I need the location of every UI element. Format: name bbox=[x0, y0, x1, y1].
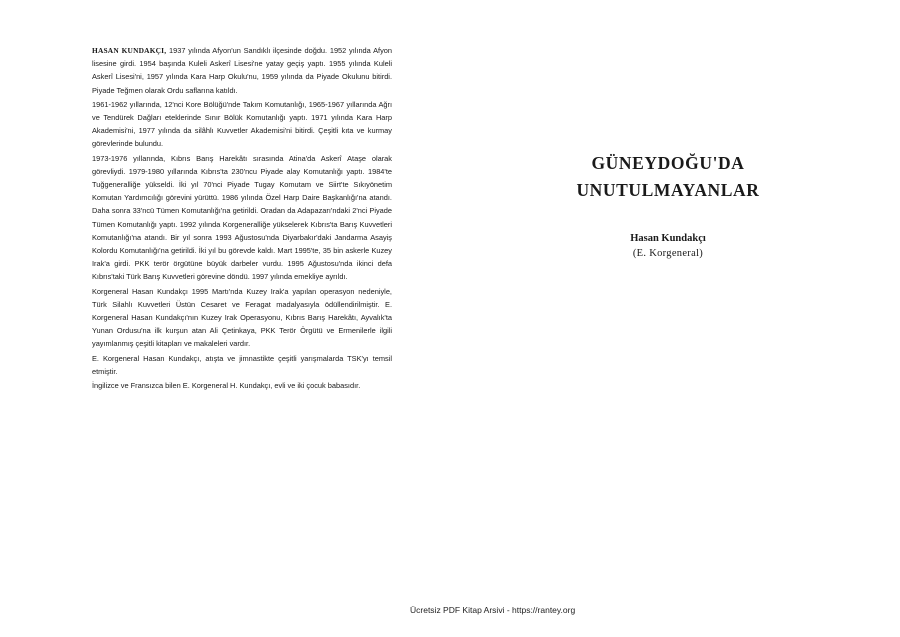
bio-paragraph-3: 1973-1976 yıllarında, Kıbrıs Barış Harekâtı sırasında Atina'da Askerî Ataşe olarak görevliydi. 1979-1980 yıllarında Kıbrıs'ta 230'ncu Piyade alay Komutanlığı yaptı. 1984'te Tuğgeneralliğe yükseldi. İki yıl 70'nci Piyade Tugay Komutam ve Siirt'te Sıkıyönetim Komutan Yardımcılığı görevini yürüttü. 1986 yılında Özel Harp Daire Başkanlığı'na atandı. Daha sonra 33'ncü Tümen Komutanlığı'na getirildi. Oradan da Adapazarı'ndaki 2'nci Piyade Tümen Komutanlığı yaptı. 1992 yılında Korgeneralliğe yükselerek Kıbrıs'ta Barış Kuvvetleri Komutanlığı'na atandı. Bir yıl sonra 1993 Ağustosu'nda Diyarbakır'daki Jandarma Asayiş Kolordu Komutanlığı'na getirildi. İki yıl bu görevde kaldı. Mart 1995'te, 35 bin askerle Kuzey Irak'a girdi. PKK terör örgütüne büyük darbeler vurdu. 1995 Ağustosu'nda ikinci defa Kıbrıs'taki Türk Barış Kuvvetleri görevine döndü. 1997 yılında emekliye ayrıldı. bbox=[92, 153, 392, 282]
bio-paragraph-4: Korgeneral Hasan Kundakçı 1995 Martı'nda Kuzey Irak'a yapılan operasyon nedeniyle, Türk Silahlı Kuvvetleri Üstün Cesaret ve Feragat madalyasıyla ödüllendirilmiştir. E. Korgeneral Hasan Kundakçı'nın Kuzey Irak Operasyonu, Kıbrıs Barış Harekâtı, Ayvalık'ta Yunan Ordusu'na ilk kurşun atan Ali Çetinkaya, PKK Terör Örgütü ve Ermenilerle ilgili yayımlanmış çeşitli kitapları ve makaleleri vardır. bbox=[92, 286, 392, 349]
footer-watermark: Ücretsiz PDF Kitap Arsivi - https://rantey.org bbox=[410, 605, 576, 615]
bio-paragraph-2: 1961-1962 yıllarında, 12'nci Kore Bölüğü'nde Takım Komutanlığı, 1965-1967 yıllarında Ağrı ve Tendürek Dağları eteklerinde Sınır Bölük Komutanlığı yaptı. 1971 yılında Kara Harp Akademisi'ni, 1977 yılında da silâhlı Kuvvetler Akademisi'ni bitirdi. Çeşitli kıta ve kurmay görevlerinde bulundu. bbox=[92, 99, 392, 149]
book-title-block bbox=[544, 150, 792, 261]
book-title-line-2: UNUTULMAYANLAR bbox=[576, 180, 760, 200]
bio-paragraph-5: E. Korgeneral Hasan Kundakçı, atışta ve jimnastikte çeşitli yarışmalarda TSK'yı temsil etmiştir. bbox=[92, 353, 392, 376]
bio-author-name: HASAN KUNDAKÇI, bbox=[92, 46, 167, 55]
book-author: Hasan Kundakçı bbox=[630, 233, 706, 244]
author-biography bbox=[92, 44, 392, 393]
bio-paragraph-1 bbox=[92, 44, 392, 97]
author-rank: (E. Korgeneral) bbox=[632, 248, 704, 259]
bio-paragraph-1-text: 1937 yılında Afyon'un Sandıklı ilçesinde doğdu. 1952 yılında Afyon lisesine girdi. 1954 başında Kuleli Askerî Lisesi'ne yatay geçiş yaptı. 1955 yılında Kuleli Askerî Lisesi'ni, 1957 yılında Kara Harp Okulu'nu, 1959 yılında da Piyade Okulunu bitirdi. Piyade Teğmen olarak Ordu saflarına katıldı. bbox=[92, 46, 392, 95]
bio-paragraph-6: İngilizce ve Fransızca bilen E. Korgeneral H. Kundakçı, evli ve iki çocuk babasıdır. bbox=[92, 381, 361, 391]
book-title-line-1: GÜNEYDOĞU'DA bbox=[591, 153, 745, 173]
